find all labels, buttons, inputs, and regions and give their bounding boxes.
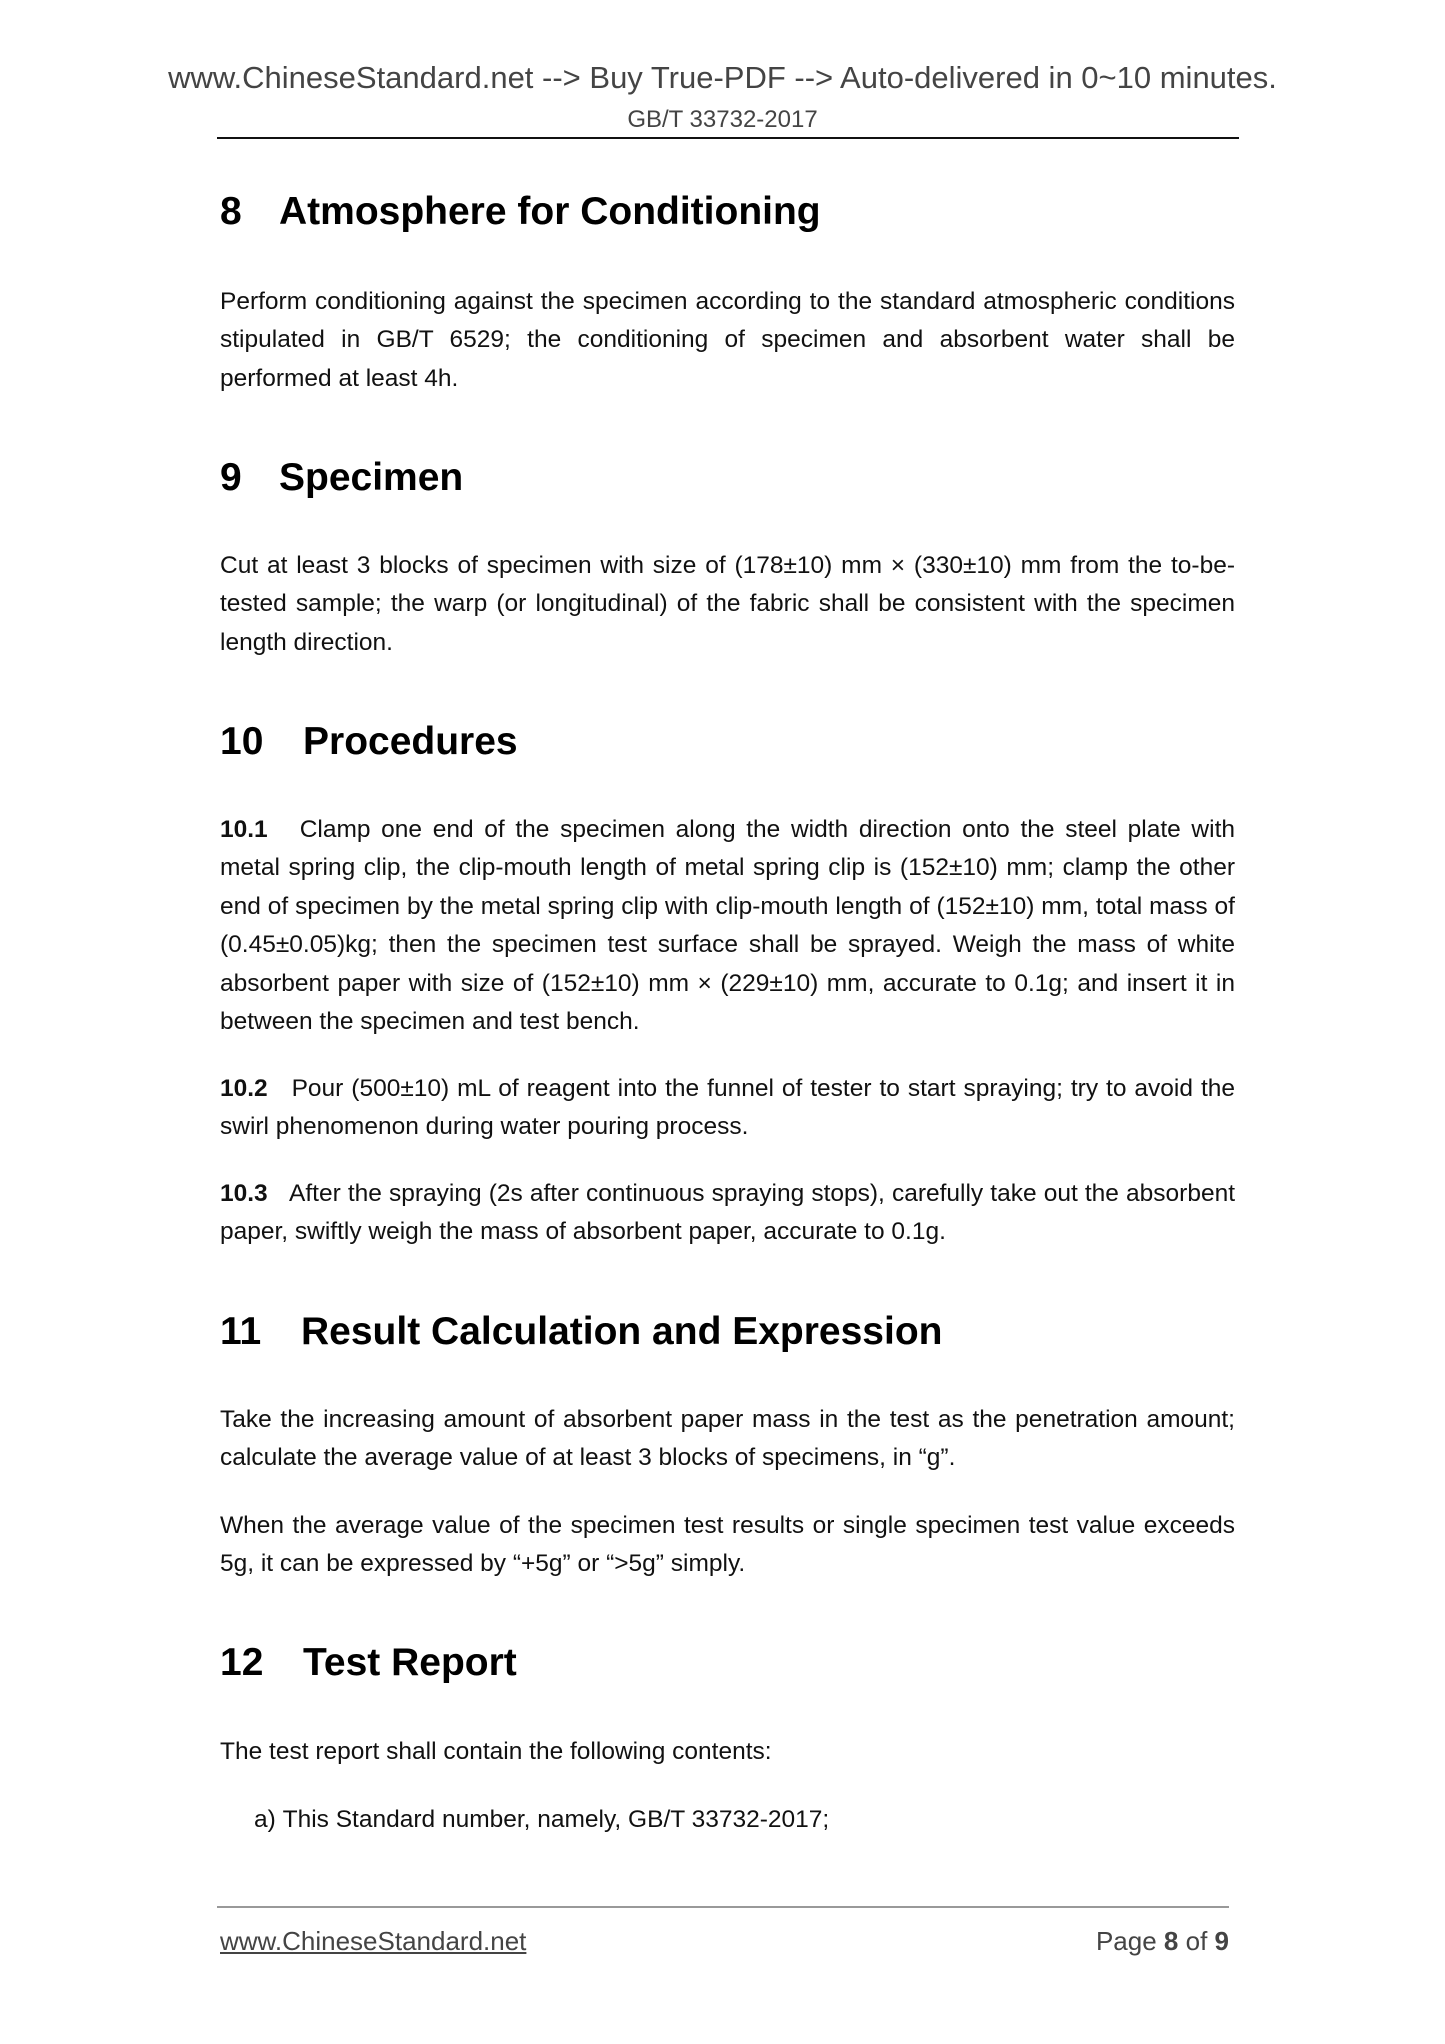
section-8-heading (220, 190, 821, 234)
header-banner: www.ChineseStandard.net --> Buy True-PDF --> Auto-delivered in 0~10 minutes. (168, 60, 1277, 95)
clause-number: 10.3 (220, 1180, 268, 1207)
clause-number: 10.2 (220, 1075, 268, 1102)
section-number: 11 (220, 1310, 262, 1353)
list-marker: a) (254, 1806, 276, 1833)
clause-number: 10.1 (220, 816, 268, 843)
section-title: Specimen (279, 456, 464, 499)
page-of: of (1178, 1926, 1215, 1956)
section-title: Test Report (303, 1641, 517, 1684)
section-number: 9 (220, 456, 242, 499)
clause-10-3 (220, 1175, 1235, 1252)
section-11-paragraph-1: Take the increasing amount of absorbent paper mass in the test as the penetration amount; calculate the average value of at least 3 blocks of specimens, in “g”. (220, 1406, 1235, 1472)
clause-text: Pour (500±10) mL of reagent into the funnel of tester to start spraying; try to avoid the swirl phenomenon during water pouring process. (220, 1075, 1236, 1141)
section-number: 10 (220, 720, 264, 763)
section-11-paragraph-2: When the average value of the specimen test results or single specimen test value exceeds 5g, it can be expressed by “+5g” or “>5g” simply. (220, 1512, 1235, 1578)
section-number: 12 (220, 1641, 264, 1684)
section-12-paragraph: The test report shall contain the following contents: (220, 1738, 772, 1765)
list-item-text: This Standard number, namely, GB/T 33732-2017; (282, 1806, 830, 1833)
section-title: Result Calculation and Expression (301, 1310, 943, 1353)
section-11-heading (220, 1310, 942, 1354)
section-title: Procedures (303, 720, 518, 763)
current-page: 8 (1163, 1926, 1179, 1956)
footer-website-link[interactable]: www.ChineseStandard.net (220, 1926, 527, 1956)
clause-10-2 (220, 1070, 1235, 1147)
clause-10-1 (220, 811, 1235, 1041)
section-8-paragraph: Perform conditioning against the specimen according to the standard atmospheric conditions stipulated in GB/T 6529; the conditioning of specimen and absorbent water shall be performed at least 4h. (220, 288, 1235, 392)
list-item-a (254, 1801, 829, 1839)
section-10-heading (220, 720, 518, 764)
clause-text: After the spraying (2s after continuous spraying stops), carefully take out the absorbent paper, swiftly weigh the mass of absorbent paper, accurate to 0.1g. (220, 1180, 1236, 1246)
total-pages: 9 (1214, 1926, 1229, 1956)
page-indicator (1096, 1926, 1229, 1957)
section-title: Atmosphere for Conditioning (279, 190, 821, 233)
footer-rule (217, 1906, 1229, 1908)
section-9-heading (220, 456, 463, 500)
clause-text: Clamp one end of the specimen along the width direction onto the steel plate with metal spring clip, the clip-mouth length of metal spring clip is (152±10) mm; clamp the other end of specimen by the metal spring clip with clip-mouth length of (152±10) mm, total mass of (0.45±0.05)kg; then the specimen test surface shall be sprayed. Weigh the mass of white absorbent paper with size of (152±10) mm × (229±10) mm, accurate to 0.1g; and insert it in between the specimen and test bench. (220, 816, 1235, 1036)
page-prefix: Page (1095, 1926, 1164, 1956)
header-rule (217, 137, 1239, 139)
section-9-paragraph: Cut at least 3 blocks of specimen with size of (178±10) mm × (330±10) mm from the to-be-tested sample; the warp (or longitudinal) of the fabric shall be consistent with the specimen length direction. (220, 552, 1235, 656)
section-12-heading (220, 1641, 517, 1685)
standard-number: GB/T 33732-2017 (627, 106, 818, 133)
section-number: 8 (220, 190, 242, 233)
